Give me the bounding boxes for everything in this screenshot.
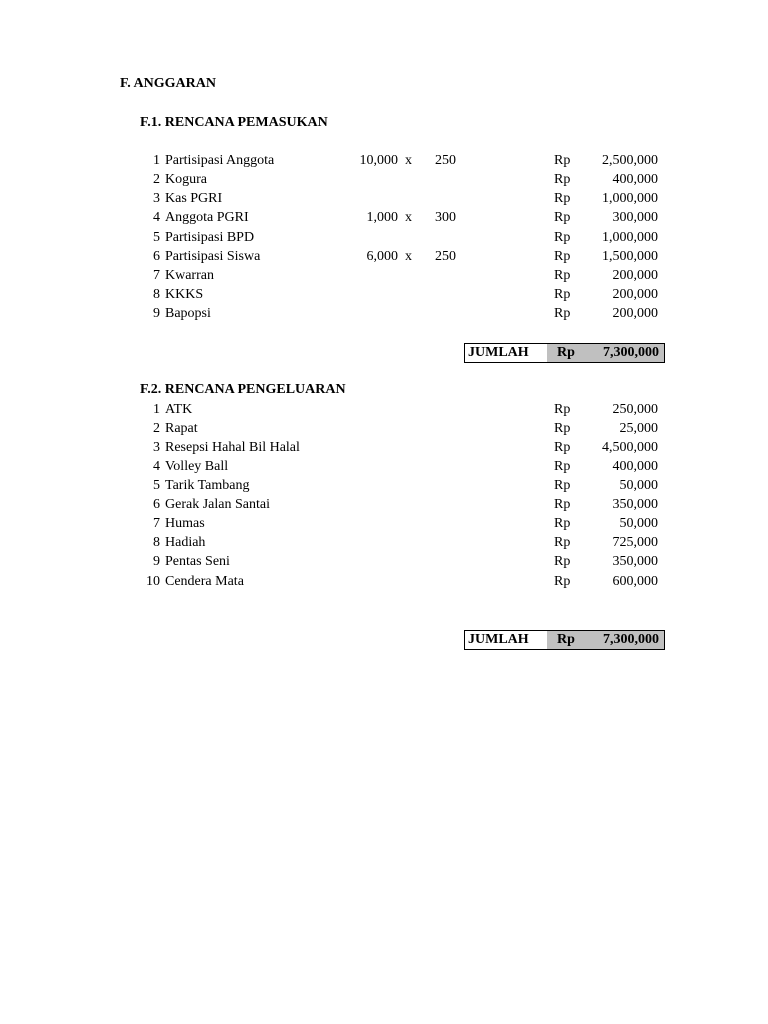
row-rate: 250 <box>435 249 456 264</box>
table-row <box>0 401 768 419</box>
table-row <box>0 248 768 266</box>
row-number: 3 <box>153 440 160 455</box>
row-currency: Rp <box>554 172 571 187</box>
expense-heading: F.2. RENCANA PENGELUARAN <box>140 382 346 397</box>
table-row <box>0 171 768 189</box>
income-heading: F.1. RENCANA PEMASUKAN <box>140 115 328 130</box>
row-amount: 400,000 <box>612 459 658 474</box>
row-currency: Rp <box>554 268 571 283</box>
row-item-name: Kwarran <box>165 268 214 283</box>
row-item-name: Tarik Tambang <box>165 478 250 493</box>
row-number: 1 <box>153 153 160 168</box>
row-item-name: Hadiah <box>165 535 206 550</box>
row-amount: 2,500,000 <box>602 153 658 168</box>
row-item-name: Partisipasi BPD <box>165 230 255 245</box>
row-number: 9 <box>153 554 160 569</box>
table-row <box>0 477 768 495</box>
table-row <box>0 534 768 552</box>
row-number: 2 <box>153 421 160 436</box>
row-number: 10 <box>146 574 160 589</box>
row-number: 5 <box>153 478 160 493</box>
row-amount: 50,000 <box>619 478 658 493</box>
row-currency: Rp <box>554 287 571 302</box>
row-currency: Rp <box>554 478 571 493</box>
row-amount: 50,000 <box>619 516 658 531</box>
row-currency: Rp <box>554 421 571 436</box>
row-item-name: Anggota PGRI <box>165 210 249 225</box>
row-amount: 350,000 <box>612 497 658 512</box>
row-item-name: Partisipasi Anggota <box>165 153 275 168</box>
row-item-name: Partisipasi Siswa <box>165 249 261 264</box>
row-currency: Rp <box>554 440 571 455</box>
row-number: 4 <box>153 459 160 474</box>
row-number: 1 <box>153 402 160 417</box>
row-number: 6 <box>153 249 160 264</box>
row-amount: 250,000 <box>612 402 658 417</box>
row-currency: Rp <box>554 306 571 321</box>
table-row <box>0 458 768 476</box>
row-item-name: Kas PGRI <box>165 191 223 206</box>
row-item-name: ATK <box>165 402 193 417</box>
row-amount: 400,000 <box>612 172 658 187</box>
row-item-name: Rapat <box>165 421 198 436</box>
table-row <box>0 305 768 323</box>
total-amount: 7,300,000 <box>603 632 659 647</box>
section-title: F. ANGGARAN <box>120 76 216 91</box>
row-amount: 350,000 <box>612 554 658 569</box>
table-row <box>0 496 768 514</box>
row-item-name: Cendera Mata <box>165 574 244 589</box>
row-multiply-sign: x <box>405 153 412 168</box>
row-currency: Rp <box>554 210 571 225</box>
row-number: 6 <box>153 497 160 512</box>
total-label: JUMLAH <box>468 632 529 647</box>
row-amount: 1,000,000 <box>602 230 658 245</box>
table-row <box>0 229 768 247</box>
income-total-box <box>464 343 665 363</box>
row-amount: 200,000 <box>612 287 658 302</box>
row-multiply-sign: x <box>405 249 412 264</box>
total-label: JUMLAH <box>468 345 529 360</box>
table-row <box>0 286 768 304</box>
row-number: 7 <box>153 516 160 531</box>
expense-total-box <box>464 630 665 650</box>
row-number: 5 <box>153 230 160 245</box>
row-rate: 300 <box>435 210 456 225</box>
row-number: 2 <box>153 172 160 187</box>
table-row <box>0 553 768 571</box>
row-number: 4 <box>153 210 160 225</box>
row-amount: 300,000 <box>612 210 658 225</box>
row-amount: 200,000 <box>612 268 658 283</box>
total-amount: 7,300,000 <box>603 345 659 360</box>
row-item-name: Gerak Jalan Santai <box>165 497 270 512</box>
row-currency: Rp <box>554 497 571 512</box>
row-amount: 600,000 <box>612 574 658 589</box>
total-currency: Rp <box>557 345 575 360</box>
table-row <box>0 573 768 591</box>
row-item-name: Volley Ball <box>165 459 229 474</box>
row-amount: 25,000 <box>619 421 658 436</box>
table-row <box>0 420 768 438</box>
row-quantity: 1,000 <box>366 210 398 225</box>
row-amount: 1,500,000 <box>602 249 658 264</box>
row-number: 7 <box>153 268 160 283</box>
row-number: 8 <box>153 535 160 550</box>
total-currency: Rp <box>557 632 575 647</box>
row-currency: Rp <box>554 191 571 206</box>
row-currency: Rp <box>554 249 571 264</box>
table-row <box>0 152 768 170</box>
row-amount: 200,000 <box>612 306 658 321</box>
row-amount: 4,500,000 <box>602 440 658 455</box>
row-item-name: Kogura <box>165 172 207 187</box>
row-currency: Rp <box>554 402 571 417</box>
row-item-name: Pentas Seni <box>165 554 230 569</box>
table-row <box>0 515 768 533</box>
row-number: 9 <box>153 306 160 321</box>
row-item-name: Resepsi Hahal Bil Halal <box>165 440 300 455</box>
row-quantity: 10,000 <box>359 153 398 168</box>
row-number: 8 <box>153 287 160 302</box>
row-currency: Rp <box>554 535 571 550</box>
row-rate: 250 <box>435 153 456 168</box>
row-currency: Rp <box>554 230 571 245</box>
row-amount: 1,000,000 <box>602 191 658 206</box>
row-amount: 725,000 <box>612 535 658 550</box>
row-item-name: Bapopsi <box>165 306 211 321</box>
row-currency: Rp <box>554 459 571 474</box>
row-multiply-sign: x <box>405 210 412 225</box>
table-row <box>0 190 768 208</box>
table-row <box>0 267 768 285</box>
row-number: 3 <box>153 191 160 206</box>
row-item-name: Humas <box>165 516 205 531</box>
table-row <box>0 439 768 457</box>
row-currency: Rp <box>554 153 571 168</box>
row-quantity: 6,000 <box>366 249 398 264</box>
row-currency: Rp <box>554 554 571 569</box>
table-row <box>0 209 768 227</box>
row-currency: Rp <box>554 516 571 531</box>
row-currency: Rp <box>554 574 571 589</box>
row-item-name: KKKS <box>165 287 204 302</box>
